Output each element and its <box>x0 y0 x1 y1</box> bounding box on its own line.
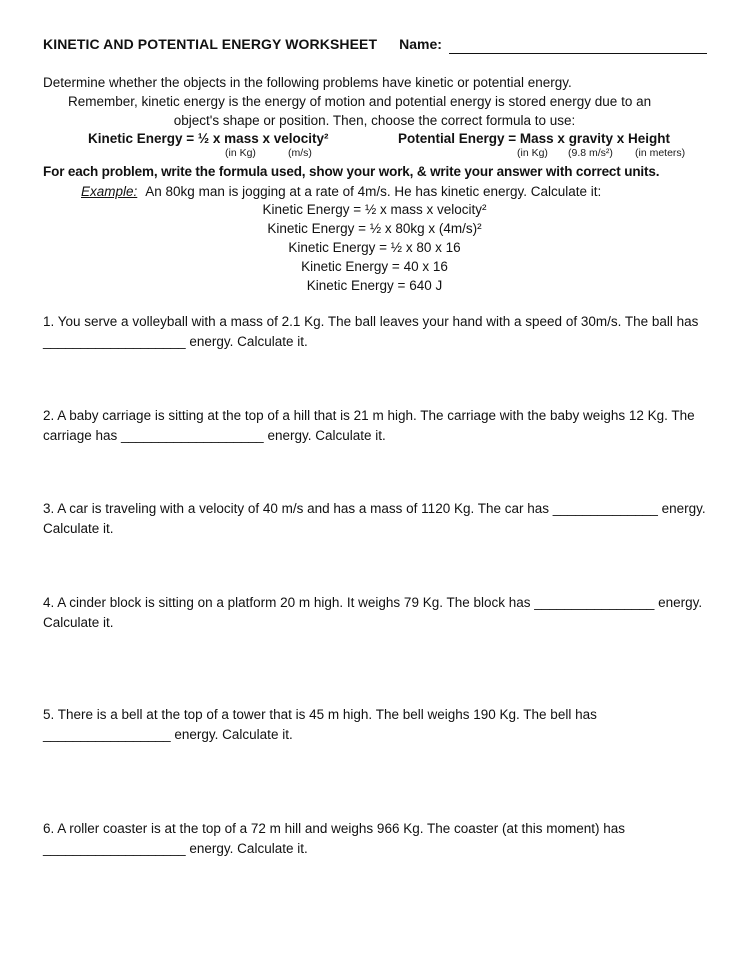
example-step: Kinetic Energy = 640 J <box>306 278 443 293</box>
potential-height-unit-caption: (in meters) <box>635 147 686 159</box>
problem-2: 2. A baby carriage is sitting at the top of a hill that is 21 m high. The carriage with the baby weighs 12 Kg. The carriage has ___________________ energy. Calculate it. <box>43 408 695 443</box>
example-step: Kinetic Energy = ½ x 80kg x (4m/s)² <box>267 221 482 236</box>
intro-line-1: Determine whether the objects in the following problems have kinetic or potential energy. <box>43 75 572 90</box>
potential-formula-text: Potential Energy = Mass x gravity x Height <box>398 131 670 146</box>
name-blank <box>449 39 707 54</box>
example-label: Example: <box>81 184 138 199</box>
example-text: An 80kg man is jogging at a rate of 4m/s. He has kinetic energy. Calculate it: <box>145 184 602 199</box>
header <box>43 35 707 54</box>
potential-gravity-unit-caption: (9.8 m/s²) <box>568 147 613 159</box>
example-step: Kinetic Energy = ½ x 80 x 16 <box>288 240 461 255</box>
problem-4: 4. A cinder block is sitting on a platform 20 m high. It weighs 79 Kg. The block has ________________ energy. Calculate it. <box>43 595 703 630</box>
kinetic-mass-unit-caption: (in Kg) <box>225 147 256 159</box>
potential-energy-formula <box>398 129 718 163</box>
kinetic-energy-formula <box>88 129 388 163</box>
example-step: Kinetic Energy = ½ x mass x velocity² <box>262 202 487 217</box>
kinetic-velocity-unit-caption: (m/s) <box>288 147 312 159</box>
example-steps <box>0 200 749 295</box>
intro-line-2: Remember, kinetic energy is the energy of motion and potential energy is stored energy due to an <box>68 94 652 109</box>
problem-6: 6. A roller coaster is at the top of a 72 m hill and weighs 966 Kg. The coaster (at this moment) has ___________________ energy. Calculate it. <box>43 821 626 856</box>
example-step: Kinetic Energy = 40 x 16 <box>301 259 448 274</box>
kinetic-formula-text: Kinetic Energy = ½ x mass x velocity² <box>88 131 329 146</box>
instruction-line: For each problem, write the formula used, show your work, & write your answer with correct units. <box>43 164 660 179</box>
potential-mass-unit-caption: (in Kg) <box>517 147 548 159</box>
problem-3: 3. A car is traveling with a velocity of 40 m/s and has a mass of 1120 Kg. The car has ______________ energy. Calculate it. <box>43 501 706 536</box>
name-label: Name: <box>399 36 442 52</box>
intro-line-3: object's shape or position. Then, choose the correct formula to use: <box>173 113 576 128</box>
example-line <box>81 182 601 201</box>
problem-5: 5. There is a bell at the top of a tower that is 45 m high. The bell weighs 190 Kg. The bell has _________________ energy. Calculate it. <box>43 707 597 742</box>
problem-1: 1. You serve a volleyball with a mass of 2.1 Kg. The ball leaves your hand with a speed of 30m/s. The ball has ___________________ energy. Calculate it. <box>43 314 699 349</box>
page-title: KINETIC AND POTENTIAL ENERGY WORKSHEET <box>43 36 378 52</box>
